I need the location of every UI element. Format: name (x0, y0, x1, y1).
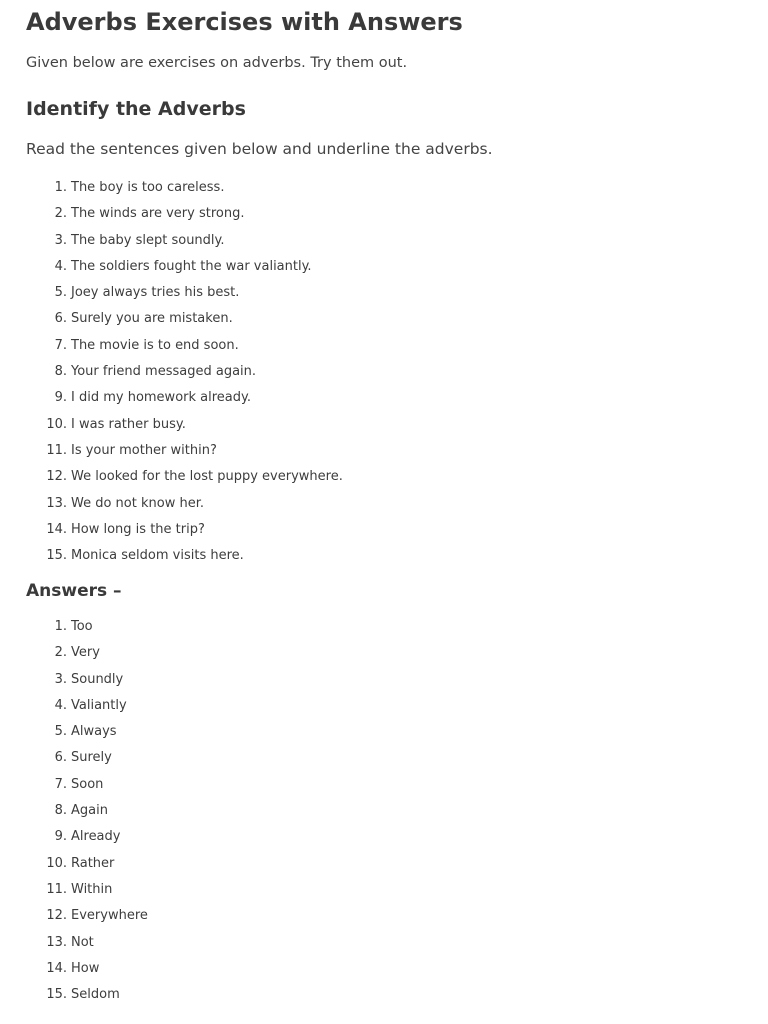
answer-number: 12. (46, 908, 67, 924)
answer-text: Rather (71, 855, 115, 871)
answer-text: Surely (71, 750, 112, 766)
question-text: The movie is to end soon. (71, 337, 239, 353)
question-number: 15. (46, 548, 67, 564)
question-text: Your friend messaged again. (71, 364, 257, 380)
question-number: 3. (54, 232, 67, 248)
section-heading: Identify the Adverbs (26, 98, 246, 120)
question-number: 12. (46, 469, 67, 485)
answer-text: Within (71, 881, 113, 897)
answer-text: Again (71, 803, 108, 819)
answer-number: 8. (54, 803, 67, 819)
question-text: We do not know her. (71, 495, 204, 511)
question-text: How long is the trip? (71, 521, 205, 537)
question-text: I did my homework already. (71, 390, 251, 406)
answer-number: 9. (54, 829, 67, 845)
answer-text: Soon (71, 776, 104, 792)
question-text: Joey always tries his best. (71, 285, 240, 301)
question-text: The boy is too careless. (71, 180, 225, 195)
question-text: Monica seldom visits here. (71, 548, 244, 564)
answer-number: 15. (46, 987, 67, 1003)
answer-number: 1. (54, 619, 67, 634)
answer-text: Seldom (71, 987, 120, 1003)
question-number: 6. (54, 311, 67, 327)
question-number: 9. (54, 390, 67, 406)
question-text: We looked for the lost puppy everywhere. (71, 469, 343, 485)
answer-text: Very (71, 645, 100, 661)
answers-heading: Answers – (26, 581, 122, 601)
answer-number: 14. (46, 960, 67, 976)
answer-number: 6. (54, 750, 67, 766)
answer-text: How (71, 960, 100, 976)
answer-text: Not (71, 934, 94, 950)
page-title: Adverbs Exercises with Answers (26, 8, 463, 36)
answer-text: Too (71, 619, 93, 634)
question-text: The soldiers fought the war valiantly. (71, 258, 312, 274)
question-text: Surely you are mistaken. (71, 311, 233, 327)
question-number: 8. (54, 364, 67, 380)
answer-text: Soundly (71, 671, 124, 687)
answer-number: 5. (54, 724, 67, 740)
answer-text: Always (71, 724, 117, 740)
instruction-text: Read the sentences given below and underline the adverbs. (26, 140, 493, 158)
answer-text: Already (71, 829, 121, 845)
question-number: 2. (54, 206, 67, 222)
question-text: The winds are very strong. (71, 206, 245, 222)
question-text: I was rather busy. (71, 416, 186, 432)
question-number: 1. (54, 180, 67, 195)
intro-text: Given below are exercises on adverbs. Try them out. (26, 55, 408, 71)
answer-number: 10. (46, 855, 67, 871)
question-number: 10. (46, 416, 67, 432)
question-number: 14. (46, 521, 67, 537)
answer-text: Everywhere (71, 908, 148, 924)
question-number: 7. (54, 337, 67, 353)
question-text: The baby slept soundly. (71, 232, 225, 248)
question-text: Is your mother within? (71, 442, 217, 458)
question-number: 13. (46, 495, 67, 511)
answer-text: Valiantly (71, 697, 127, 713)
question-number: 5. (54, 285, 67, 301)
answer-number: 13. (46, 934, 67, 950)
question-number: 4. (54, 258, 67, 274)
answer-number: 11. (46, 881, 67, 897)
answer-number: 2. (54, 645, 67, 661)
question-number: 11. (46, 442, 67, 458)
answer-number: 7. (54, 776, 67, 792)
answer-number: 3. (54, 671, 67, 687)
answer-number: 4. (54, 697, 67, 713)
